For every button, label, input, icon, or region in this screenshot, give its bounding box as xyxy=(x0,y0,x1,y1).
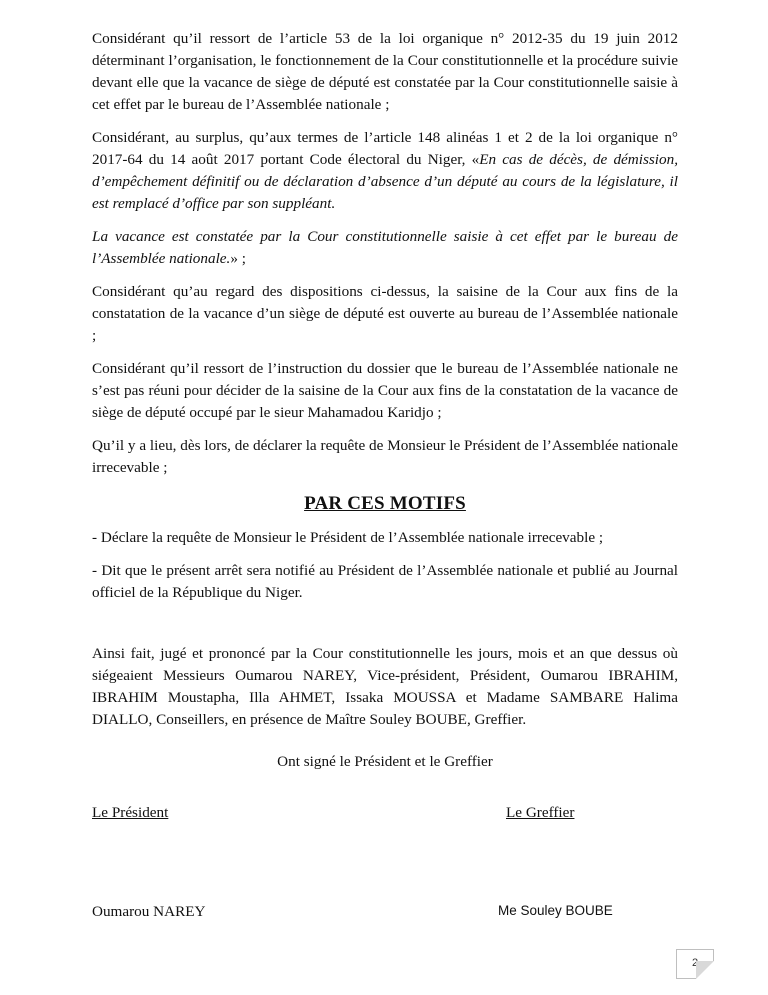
quote-part-2: La vacance est constatée par la Cour constitutionnelle saisie à cet effet par le bureau de l’Assemblée nationale. xyxy=(92,228,678,267)
signatory-name-greffier: Me Souley BOUBE xyxy=(498,903,613,918)
section-heading: PAR CES MOTIFS xyxy=(304,493,466,514)
signature-label-greffier: Le Greffier xyxy=(506,804,575,821)
paragraph-dispositions: Considérant qu’au regard des dispositions ci-dessus, la saisine de la Cour aux fins de la constatation de la vacance d’un siège de député est ouverte au bureau de l’Assemblée nationale ; xyxy=(92,283,678,344)
signed-line: Ont signé le Président et le Greffier xyxy=(277,753,493,770)
signature-label-president: Le Président xyxy=(92,804,169,821)
paragraph-quote-continued xyxy=(92,226,678,270)
document-body xyxy=(92,28,678,773)
decision-item-2: - Dit que le présent arrêt sera notifié au Président de l’Assemblée nationale et publié au Journal officiel de la République du Niger. xyxy=(92,562,678,601)
page-fold-icon xyxy=(696,961,714,979)
closing-paragraph: Ainsi fait, jugé et prononcé par la Cour constitutionnelle les jours, mois et an que dessus où siégeaient Messieurs Oumarou NAREY, Vice-président, Président, Oumarou IBRAHIM, IBRAHIM Moustapha, Illa AHMET, Issaka MOUSSA et Madame SAMBARE Halima DIALLO, Conseillers, en présence de Maître Souley BOUBE, Greffier. xyxy=(92,645,678,728)
page-number-box xyxy=(676,949,714,979)
decision-item-1: - Déclare la requête de Monsieur le Président de l’Assemblée nationale irrecevable ; xyxy=(92,529,604,546)
quote-part-1: En cas de décès, de démission, d’empêchement définitif ou de déclaration d’absence d’un député au cours de la législature, il est remplacé d’office par son suppléant. xyxy=(92,151,678,212)
page-number: 2 xyxy=(691,957,699,969)
spacer xyxy=(92,615,678,643)
signatory-name-president: Oumarou NAREY xyxy=(92,903,206,920)
quote-close: » ; xyxy=(230,250,246,267)
paragraph-article-53: Considérant qu’il ressort de l’article 53 de la loi organique n° 2012-35 du 19 juin 2012 déterminant l’organisation, le fonctionnement de la Cour constitutionnelle et la procédure suivie devant elle que la vacance de siège de député est constatée par la Cour constitutionnelle saisie à cet effet par le bureau de l’Assemblée nationale ; xyxy=(92,30,678,113)
paragraph-article-148 xyxy=(92,127,678,215)
paragraph-instruction: Considérant qu’il ressort de l’instruction du dossier que le bureau de l’Assemblée nationale ne s’est pas réuni pour décider de la saisine de la Cour aux fins de la constatation de la vacance de siège de député occupé par le sieur Mahamadou Karidjo ; xyxy=(92,360,678,421)
paragraph-irrecevable: Qu’il y a lieu, dès lors, de déclarer la requête de Monsieur le Président de l’Assemblée nationale irrecevable ; xyxy=(92,437,678,476)
paragraph-article-148-intro: Considérant, au surplus, qu’aux termes de l’article 148 alinéas 1 et 2 de la loi organique n° 2017-64 du 14 août 2017 portant Code électoral du Niger, « xyxy=(92,129,678,168)
